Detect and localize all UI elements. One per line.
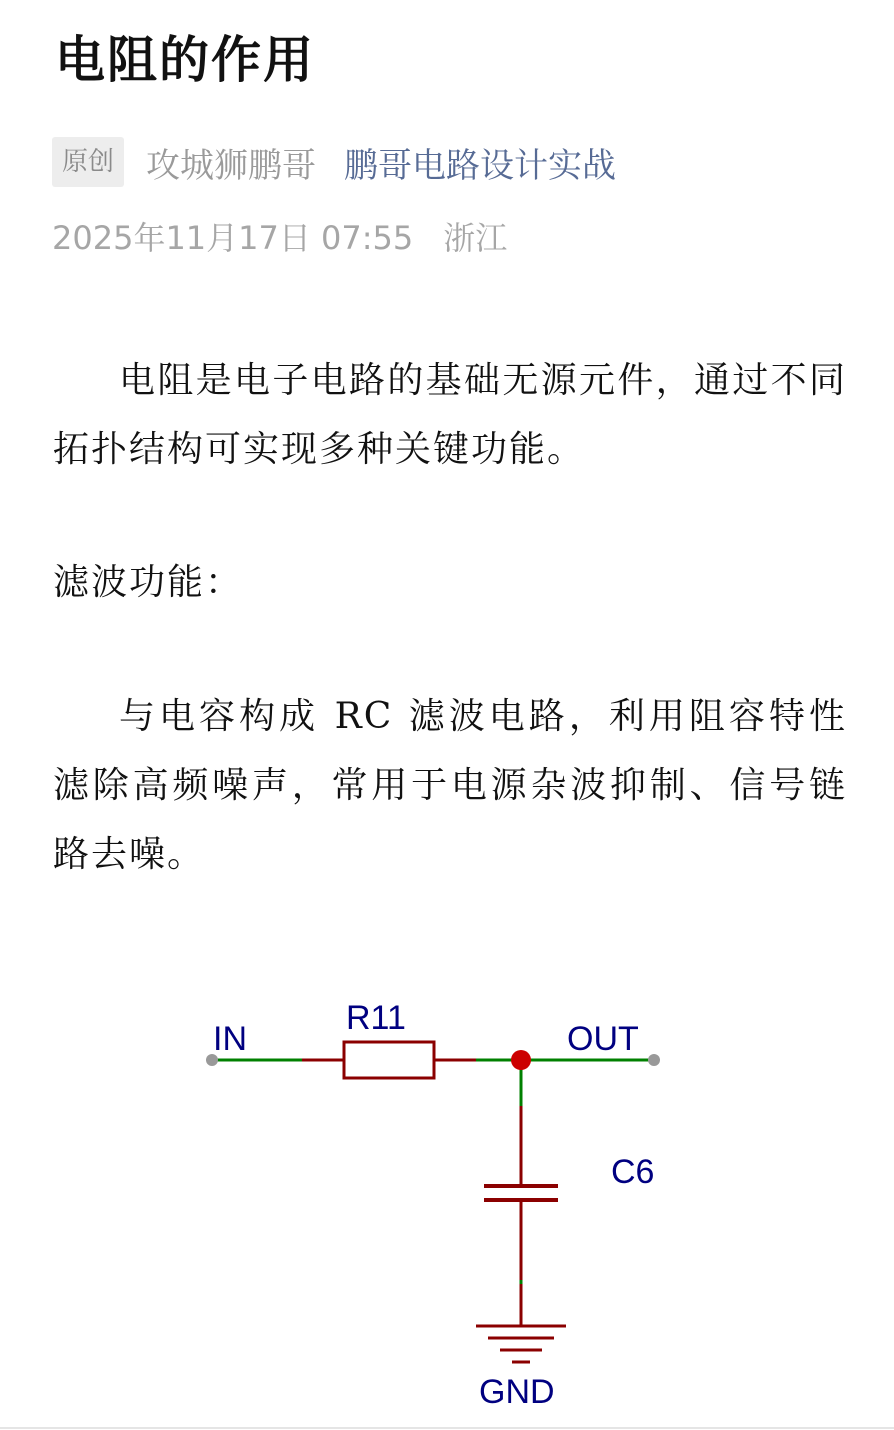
publish-info: [52, 215, 507, 261]
bottom-divider: [0, 1427, 894, 1429]
article-meta: [52, 136, 616, 188]
label-in: IN: [213, 1020, 247, 1058]
account-name-link[interactable]: 鹏哥电路设计实战: [344, 145, 617, 186]
publish-date: 2025年11月17日 07:55: [52, 219, 414, 257]
label-c6: C6: [611, 1153, 655, 1191]
author-name[interactable]: 攻城狮鹏哥: [146, 145, 317, 186]
label-gnd: GND: [479, 1373, 555, 1411]
resistor-r11-body: [344, 1042, 434, 1078]
rc-filter-circuit-diagram: [0, 985, 894, 1415]
intro-paragraph: 电阻是电子电路的基础无源元件，通过不同拓扑结构可实现多种关键功能。: [53, 360, 847, 470]
label-out: OUT: [567, 1020, 639, 1058]
out-terminal: [648, 1054, 660, 1066]
section-paragraph: 与电容构成 RC 滤波电路，利用阻容特性滤除高频噪声，常用于电源杂波抑制、信号链路去噪。: [53, 696, 847, 875]
article-title: 电阻的作用: [55, 30, 315, 89]
label-r11: R11: [346, 999, 406, 1037]
section-heading: 滤波功能：: [53, 562, 244, 603]
junction-dot: [511, 1050, 531, 1070]
original-badge: 原创: [52, 137, 124, 187]
publish-location: 浙江: [443, 219, 508, 257]
